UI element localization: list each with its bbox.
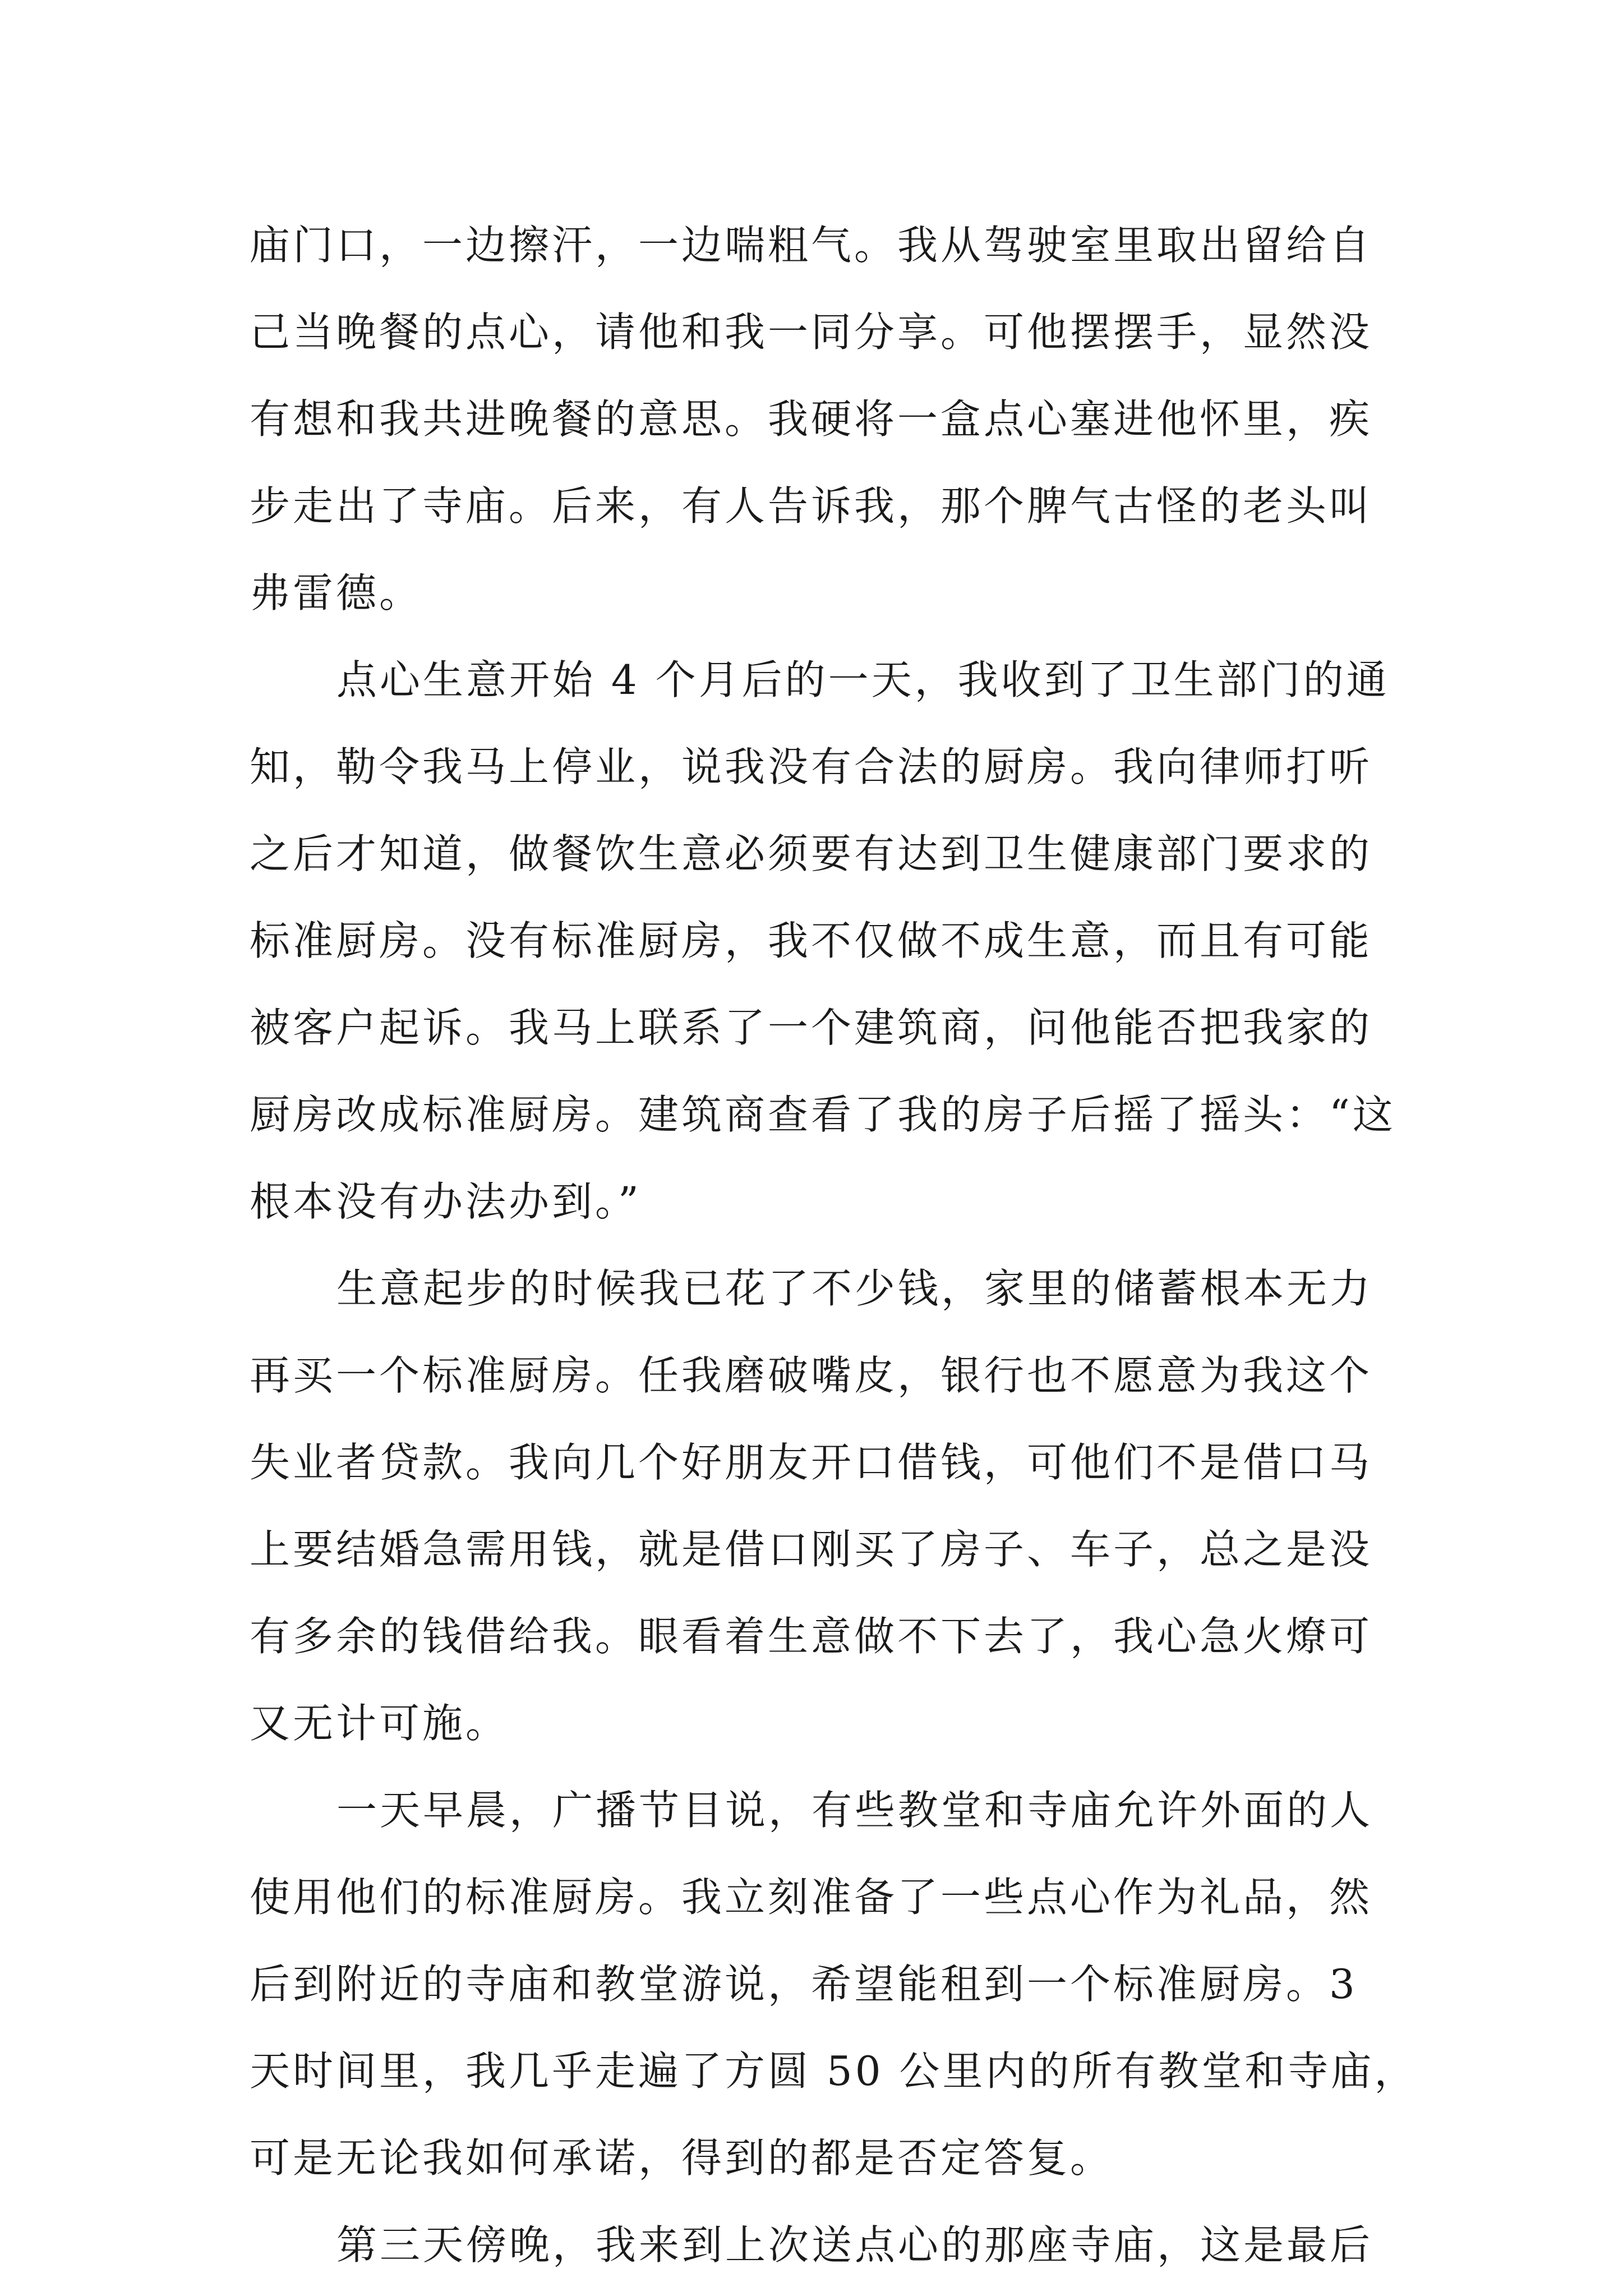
text-line: 可是无论我如何承诺，得到的都是否定答复。 (250, 2134, 1114, 2182)
text-line: 又无计可施。 (250, 1700, 509, 1747)
text-line: 步走出了寺庙。后来，有人告诉我，那个脾气古怪的老头叫 (250, 482, 1373, 530)
text-line: 失业者贷款。我向几个好朋友开口借钱，可他们不是借口马 (250, 1439, 1373, 1486)
text-line: 有想和我共进晚餐的意思。我硬将一盒点心塞进他怀里，疾 (250, 395, 1373, 443)
text-line: 弗雷德。 (250, 569, 423, 616)
text-line: 己当晚餐的点心，请他和我一同分享。可他摆摆手，显然没 (250, 309, 1373, 356)
paragraph-start-line: 生意起步的时候我已花了不少钱，家里的储蓄根本无力 (336, 1265, 1373, 1312)
paragraph-start-line: 点心生意开始 4 个月后的一天，我收到了卫生部门的通 (336, 656, 1390, 703)
text-line: 后到附近的寺庙和教堂游说，希望能租到一个标准厨房。3 (250, 1961, 1358, 2008)
text-line: 上要结婚急需用钱，就是借口刚买了房子、车子，总之是没 (250, 1526, 1373, 1573)
text-line: 标准厨房。没有标准厨房，我不仅做不成生意，而且有可能 (250, 917, 1373, 964)
text-line: 之后才知道，做餐饮生意必须要有达到卫生健康部门要求的 (250, 830, 1373, 877)
paragraph-start-line: 一天早晨，广播节目说，有些教堂和寺庙允许外面的人 (336, 1787, 1373, 1834)
text-line: 庙门口，一边擦汗，一边喘粗气。我从驾驶室里取出留给自 (250, 222, 1373, 269)
text-line: 厨房改成标准厨房。建筑商查看了我的房子后摇了摇头：“这 (250, 1091, 1396, 1138)
text-line: 再买一个标准厨房。任我磨破嘴皮，银行也不愿意为我这个 (250, 1352, 1373, 1399)
text-line: 被客户起诉。我马上联系了一个建筑商，问他能否把我家的 (250, 1004, 1373, 1051)
paragraph-start-line: 第三天傍晚，我来到上次送点心的那座寺庙，这是最后 (336, 2221, 1373, 2269)
text-line: 有多余的钱借给我。眼看着生意做不下去了，我心急火燎可 (250, 1613, 1373, 1660)
text-line: 使用他们的标准厨房。我立刻准备了一些点心作为礼品，然 (250, 1874, 1373, 1921)
text-line: 根本没有办法办到。” (250, 1178, 642, 1225)
text-line: 天时间里，我几乎走遍了方圆 50 公里内的所有教堂和寺庙， (250, 2047, 1418, 2095)
body-text (250, 202, 1418, 2289)
text-line: 知，勒令我马上停业，说我没有合法的厨房。我向律师打听 (250, 743, 1373, 790)
